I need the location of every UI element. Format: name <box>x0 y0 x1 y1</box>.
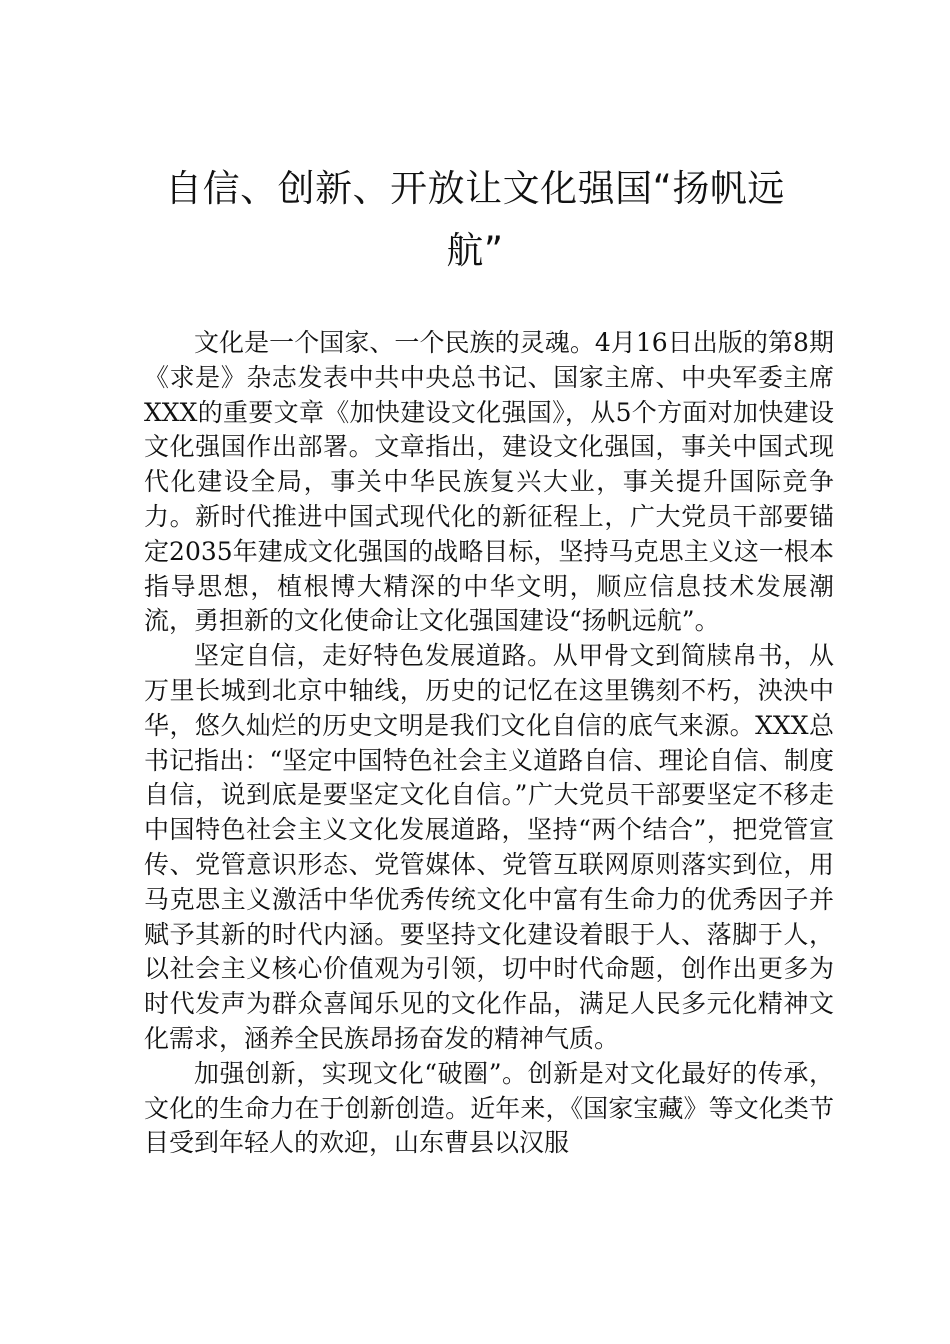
document-body <box>144 326 834 1161</box>
paragraph-1: 文化是一个国家、一个民族的灵魂。4月16日出版的第8期《求是》杂志发表中共中央总书记、国家主席、中央军委主席XXX的重要文章《加快建设文化强国》，从5个方面对加快建设文化强国作出部署。文章指出，建设文化强国，事关中国式现代化建设全局，事关中华民族复兴大业，事关提升国际竞争力。新时代推进中国式现代化的新征程上，广大党员干部要锚定2035年建成文化强国的战略目标，坚持马克思主义这一根本指导思想，植根博大精深的中华文明，顺应信息技术发展潮流，勇担新的文化使命让文化强国建设“扬帆远航”。 <box>144 328 834 636</box>
document-title: 自信、创新、开放让文化强国“扬帆远航” <box>165 167 785 272</box>
paragraph-2: 坚定自信，走好特色发展道路。从甲骨文到简牍帛书，从万里长城到北京中轴线，历史的记忆在这里镌刻不朽，泱泱中华，悠久灿烂的历史文明是我们文化自信的底气来源。XXX总书记指出：“坚定中国特色社会主义道路自信、理论自信、制度自信，说到底是要坚定文化自信。”广大党员干部要坚定不移走中国特色社会主义文化发展道路，坚持“两个结合”，把党管宣传、党管意识形态、党管媒体、党管互联网原则落实到位，用马克思主义激活中华优秀传统文化中富有生命力的优秀因子并赋予其新的时代内涵。要坚持文化建设着眼于人、落脚于人，以社会主义核心价值观为引领，切中时代命题，创作出更多为时代发声为群众喜闻乐见的文化作品，满足人民多元化精神文化需求，涵养全民族昂扬奋发的精神气质。 <box>144 641 834 1053</box>
paragraph-3: 加强创新，实现文化“破圈”。创新是对文化最好的传承，文化的生命力在于创新创造。近年来，《国家宝藏》等文化类节目受到年轻人的欢迎，山东曹县以汉服 <box>144 1058 834 1158</box>
